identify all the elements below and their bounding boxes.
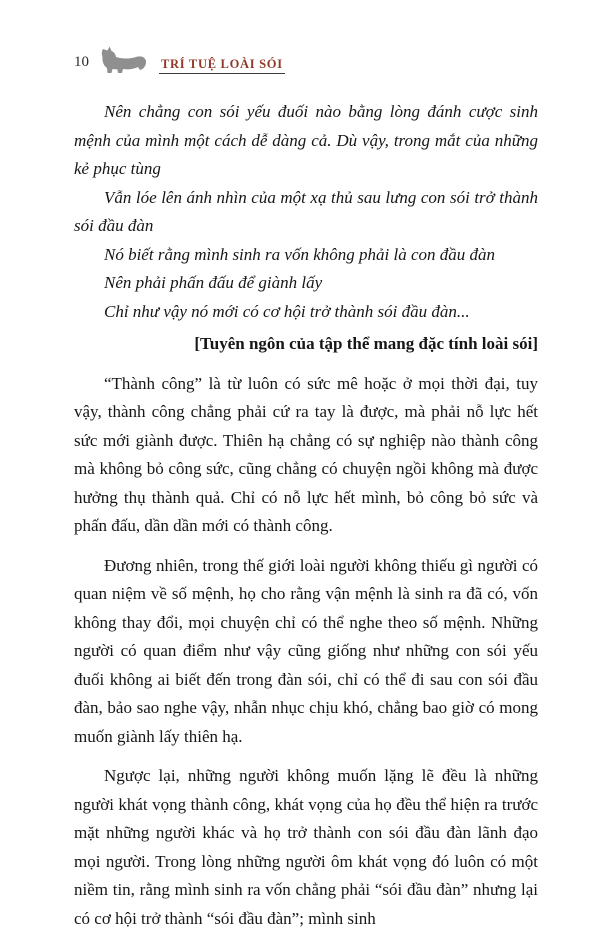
epigraph	[74, 98, 538, 326]
paragraph: Ngược lại, những người không muốn lặng lẽ đều là những người khát vọng thành công, khát vọng của họ đều thể hiện ra trước mặt những người khác và họ trở thành con sói đầu đàn lãnh đạo mọi người. Trong lòng những người ôm khát vọng đó luôn có một niềm tin, rằng mình sinh ra vốn chẳng phải “sói đầu đàn” nhưng lại có cơ hội trở thành “sói đầu đàn”; mình sinh	[74, 762, 538, 933]
epigraph-line: Nó biết rằng mình sinh ra vốn không phải là con đầu đàn	[74, 241, 538, 270]
paragraph: “Thành công” là từ luôn có sức mê hoặc ở mọi thời đại, tuy vậy, thành công chẳng phải cứ ra tay là được, mà phải nỗ lực hết sức mới giành được. Thiên hạ chẳng có sự nghiệp nào thành công mà không bỏ công sức, cũng chẳng có chuyện ngồi không mà được hưởng thụ thành quả. Chỉ có nỗ lực hết mình, bỏ công bỏ sức và phấn đấu, dần dần mới có thành công.	[74, 370, 538, 541]
page-number: 10	[74, 55, 89, 74]
page-content	[74, 98, 538, 933]
wolf-logo-icon	[98, 44, 150, 74]
epigraph-attribution: [Tuyên ngôn của tập thể mang đặc tính loài sói]	[74, 330, 538, 359]
body-text	[74, 370, 538, 933]
paragraph: Đương nhiên, trong thế giới loài người không thiếu gì người có quan niệm về số mệnh, họ cho rằng vận mệnh là sinh ra đã có, vốn không thay đổi, mọi chuyện chỉ có thể nghe theo số mệnh. Những người có quan điểm như vậy cũng giống như những con sói yếu đuối không ai biết đến trong đàn sói, chỉ có thể đi sau con sói đầu đàn, bảo sao nghe vậy, nhẫn nhục chịu khó, chẳng bao giờ có mong muốn giành lấy thiên hạ.	[74, 552, 538, 752]
page-header	[74, 44, 538, 74]
epigraph-line: Vẫn lóe lên ánh nhìn của một xạ thủ sau lưng con sói trở thành sói đầu đàn	[74, 184, 538, 241]
book-title: TRÍ TUỆ LOÀI SÓI	[159, 58, 285, 75]
epigraph-line: Nên chẳng con sói yếu đuối nào bằng lòng đánh cược sinh mệnh của mình một cách dễ dàng cả. Dù vậy, trong mắt của những kẻ phục tùng	[74, 98, 538, 184]
epigraph-line: Chỉ như vậy nó mới có cơ hội trở thành sói đầu đàn...	[74, 298, 538, 327]
epigraph-line: Nên phải phấn đấu để giành lấy	[74, 269, 538, 298]
